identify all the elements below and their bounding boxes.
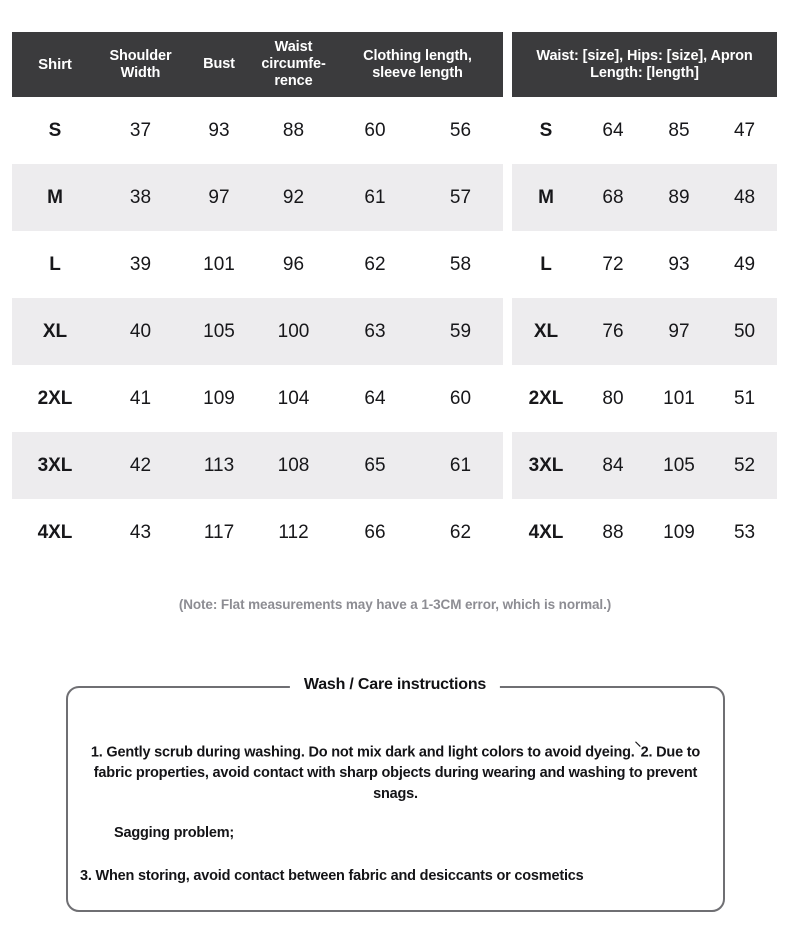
table-row — [512, 231, 777, 298]
cell-hips: 109 — [663, 521, 695, 543]
cell-waist: 88 — [282, 119, 305, 141]
shirt-table-body — [12, 97, 503, 566]
cell-bust: 105 — [183, 298, 255, 365]
table-row — [12, 231, 503, 298]
table-row — [12, 499, 503, 566]
care-instructions-body — [78, 738, 713, 886]
shirt-header-row — [12, 32, 503, 97]
cell-hips: 85 — [668, 119, 690, 141]
cell-size: 2XL — [528, 387, 564, 409]
care-instruction-line-2: Sagging problem; — [114, 825, 235, 842]
cell-waist: 88 — [602, 521, 624, 543]
table-row — [12, 432, 503, 499]
cell-apron-length: 50 — [712, 298, 777, 365]
separator-mark: ⸌ — [634, 739, 641, 754]
cell-hips: 97 — [646, 298, 712, 365]
cell-shoulder: 41 — [129, 387, 152, 409]
cell-waist: 64 — [602, 119, 624, 141]
table-row — [512, 499, 777, 566]
cell-clothing-length: 61 — [332, 164, 418, 231]
cell-waist: 92 — [255, 164, 332, 231]
cell-apron-length: 52 — [712, 432, 777, 499]
cell-bust: 113 — [183, 432, 255, 499]
table-row — [12, 298, 503, 365]
care-instruction-line-3: 3. When storing, avoid contact between fabric and desiccants or cosmetics — [80, 867, 584, 884]
cell-shoulder: 37 — [129, 119, 152, 141]
shirt-table-header — [12, 32, 503, 97]
cell-sleeve-length: 58 — [449, 253, 472, 275]
cell-hips: 93 — [668, 253, 690, 275]
cell-waist: 68 — [580, 164, 646, 231]
cell-waist: 72 — [602, 253, 624, 275]
header-bust: Bust — [183, 32, 255, 97]
cell-sleeve-length: 61 — [418, 432, 503, 499]
measurement-note: (Note: Flat measurements may have a 1-3CM error, which is normal.) — [178, 597, 612, 612]
cell-waist: 108 — [255, 432, 332, 499]
cell-hips: 89 — [646, 164, 712, 231]
cell-apron-length: 47 — [733, 119, 756, 141]
cell-apron-length: 49 — [733, 253, 756, 275]
cell-apron-length: 51 — [733, 387, 756, 409]
cell-size: 4XL — [528, 521, 564, 543]
care-instruction-line-1 — [78, 738, 713, 804]
cell-clothing-length: 62 — [364, 253, 386, 275]
cell-size: S — [539, 119, 553, 141]
cell-waist: 104 — [277, 387, 310, 409]
cell-shoulder: 42 — [98, 432, 183, 499]
cell-apron-length: 53 — [733, 521, 756, 543]
cell-clothing-length: 64 — [364, 387, 386, 409]
table-row — [512, 298, 777, 365]
cell-clothing-length: 65 — [332, 432, 418, 499]
cell-sleeve-length: 57 — [418, 164, 503, 231]
cell-size: 3XL — [512, 432, 580, 499]
table-row — [512, 97, 777, 164]
cell-size: L — [49, 253, 61, 275]
cell-waist: 100 — [255, 298, 332, 365]
bottom-table-header — [512, 32, 777, 97]
cell-hips: 105 — [646, 432, 712, 499]
cell-size: L — [540, 253, 552, 275]
cell-clothing-length: 60 — [364, 119, 386, 141]
care-line-1-part-b: 2. Due to fabric properties, avoid contact with sharp objects during wearing and washing to prevent snags. — [93, 744, 701, 802]
cell-shoulder: 38 — [98, 164, 183, 231]
header-shoulder-width: Shoulder Width — [98, 32, 183, 97]
table-row — [512, 164, 777, 231]
cell-shoulder: 40 — [98, 298, 183, 365]
table-row — [512, 432, 777, 499]
cell-size: XL — [12, 298, 98, 365]
care-line-1-part-a: 1. Gently scrub during washing. Do not mix dark and light colors to avoid dyeing. — [90, 744, 635, 761]
cell-sleeve-length: 56 — [449, 119, 472, 141]
cell-size: 2XL — [37, 387, 73, 409]
cell-waist: 84 — [580, 432, 646, 499]
cell-size: M — [512, 164, 580, 231]
cell-bust: 97 — [183, 164, 255, 231]
shirt-size-table — [12, 32, 503, 566]
cell-size: XL — [512, 298, 580, 365]
cell-size: S — [48, 119, 62, 141]
cell-size: 3XL — [12, 432, 98, 499]
cell-waist: 112 — [278, 521, 309, 543]
header-waist-circumference: Waist circumfe- rence — [255, 32, 332, 97]
care-instructions-title: Wash / Care instructions — [290, 676, 500, 694]
cell-bust: 109 — [203, 387, 235, 409]
cell-bust: 101 — [203, 253, 235, 275]
cell-shoulder: 43 — [129, 521, 152, 543]
cell-hips: 101 — [663, 387, 695, 409]
cell-waist: 80 — [602, 387, 624, 409]
cell-bust: 93 — [208, 119, 230, 141]
bottom-header-row — [512, 32, 777, 97]
cell-clothing-length: 66 — [364, 521, 386, 543]
cell-waist: 96 — [282, 253, 305, 275]
header-clothing-sleeve-length: Clothing length, sleeve length — [332, 32, 503, 97]
cell-sleeve-length: 60 — [449, 387, 472, 409]
cell-apron-length: 48 — [712, 164, 777, 231]
cell-sleeve-length: 62 — [449, 521, 472, 543]
cell-sleeve-length: 59 — [418, 298, 503, 365]
cell-size: M — [12, 164, 98, 231]
bottom-table-body — [512, 97, 777, 566]
cell-waist: 76 — [580, 298, 646, 365]
table-row — [12, 97, 503, 164]
header-shirt: Shirt — [12, 32, 98, 97]
header-waist-hips-apron: Waist: [size], Hips: [size], Apron Length: [length] — [512, 32, 777, 97]
table-row — [12, 365, 503, 432]
cell-bust: 117 — [203, 521, 235, 543]
cell-clothing-length: 63 — [332, 298, 418, 365]
table-row — [512, 365, 777, 432]
cell-shoulder: 39 — [129, 253, 152, 275]
cell-size: 4XL — [37, 521, 73, 543]
bottom-size-table — [512, 32, 777, 566]
table-row — [12, 164, 503, 231]
